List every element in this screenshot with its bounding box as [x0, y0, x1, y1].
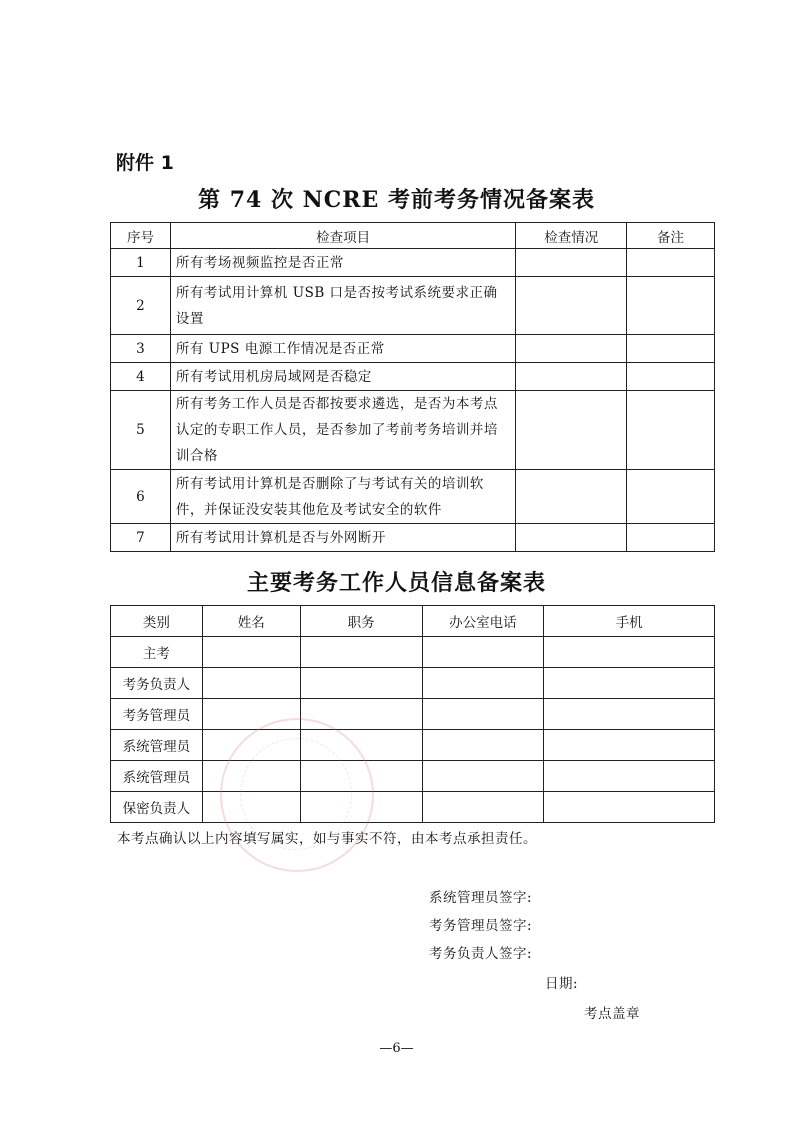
- table-row: [111, 277, 715, 335]
- table-row: [111, 637, 715, 668]
- header-remark: 备注: [627, 223, 715, 249]
- staff-form-title: 主要考务工作人员信息备案表: [246, 570, 546, 596]
- date-label: 日期:: [545, 976, 579, 992]
- table-row: [111, 730, 715, 761]
- table-row: [111, 363, 715, 391]
- row-item: 所有考试用机房局域网是否稳定: [170, 363, 515, 391]
- office-phone-cell[interactable]: [422, 761, 544, 792]
- remark-cell[interactable]: [627, 363, 715, 391]
- header-category: 类别: [111, 606, 203, 637]
- mobile-cell[interactable]: [544, 761, 715, 792]
- table-row: [111, 249, 715, 277]
- staff-table: [110, 605, 715, 823]
- row-item: 所有考场视频监控是否正常: [170, 249, 515, 277]
- position-cell[interactable]: [300, 668, 422, 699]
- mobile-cell[interactable]: [544, 730, 715, 761]
- office-phone-cell[interactable]: [422, 668, 544, 699]
- office-phone-cell[interactable]: [422, 637, 544, 668]
- check-form-title: 第 74 次 NCRE 考前考务情况备案表: [198, 187, 595, 213]
- header-mobile: 手机: [544, 606, 715, 637]
- mobile-cell[interactable]: [544, 792, 715, 823]
- header-status: 检查情况: [516, 223, 627, 249]
- row-number: 7: [111, 524, 171, 552]
- staff-role: 系统管理员: [111, 730, 203, 761]
- exam-admin-signature-label: 考务管理员签字:: [429, 918, 533, 934]
- page-number: —6—: [379, 1041, 414, 1056]
- table-row: [111, 699, 715, 730]
- name-cell[interactable]: [202, 637, 300, 668]
- status-cell[interactable]: [516, 391, 627, 470]
- seal-label: 考点盖章: [584, 1006, 640, 1022]
- staff-role: 主考: [111, 637, 203, 668]
- remark-cell[interactable]: [627, 249, 715, 277]
- check-table-header: [111, 223, 715, 249]
- attachment-label: 附件 1: [116, 152, 174, 174]
- check-table: [110, 222, 715, 552]
- staff-table-header: [111, 606, 715, 637]
- status-cell[interactable]: [516, 470, 627, 524]
- row-number: 2: [111, 277, 171, 335]
- row-item: 所有考试用计算机 USB 口是否按考试系统要求正确设置: [170, 277, 515, 335]
- remark-cell[interactable]: [627, 335, 715, 363]
- name-cell[interactable]: [202, 668, 300, 699]
- table-row: [111, 792, 715, 823]
- row-number: 1: [111, 249, 171, 277]
- remark-cell[interactable]: [627, 277, 715, 335]
- remark-cell[interactable]: [627, 524, 715, 552]
- row-item: 所有 UPS 电源工作情况是否正常: [170, 335, 515, 363]
- office-phone-cell[interactable]: [422, 699, 544, 730]
- header-position: 职务: [300, 606, 422, 637]
- table-row: [111, 668, 715, 699]
- header-name: 姓名: [202, 606, 300, 637]
- staff-role: 保密负责人: [111, 792, 203, 823]
- remark-cell[interactable]: [627, 470, 715, 524]
- table-row: [111, 391, 715, 470]
- status-cell[interactable]: [516, 363, 627, 391]
- status-cell[interactable]: [516, 524, 627, 552]
- status-cell[interactable]: [516, 277, 627, 335]
- status-cell[interactable]: [516, 249, 627, 277]
- header-item: 检查项目: [170, 223, 515, 249]
- row-item: 所有考试用计算机是否删除了与考试有关的培训软件，并保证没安装其他危及考试安全的软件: [170, 470, 515, 524]
- mobile-cell[interactable]: [544, 699, 715, 730]
- mobile-cell[interactable]: [544, 637, 715, 668]
- row-item: 所有考试用计算机是否与外网断开: [170, 524, 515, 552]
- row-number: 6: [111, 470, 171, 524]
- row-number: 3: [111, 335, 171, 363]
- exam-head-signature-label: 考务负责人签字:: [429, 946, 533, 962]
- staff-role: 考务负责人: [111, 668, 203, 699]
- status-cell[interactable]: [516, 335, 627, 363]
- staff-role: 考务管理员: [111, 699, 203, 730]
- position-cell[interactable]: [300, 637, 422, 668]
- table-row: [111, 470, 715, 524]
- table-row: [111, 761, 715, 792]
- row-number: 5: [111, 391, 171, 470]
- table-row: [111, 524, 715, 552]
- office-phone-cell[interactable]: [422, 730, 544, 761]
- header-no: 序号: [111, 223, 171, 249]
- header-office-phone: 办公室电话: [422, 606, 544, 637]
- confirmation-note: 本考点确认以上内容填写属实，如与事实不符，由本考点承担责任。: [117, 831, 537, 847]
- staff-role: 系统管理员: [111, 761, 203, 792]
- row-number: 4: [111, 363, 171, 391]
- sys-admin-signature-label: 系统管理员签字:: [429, 890, 533, 906]
- mobile-cell[interactable]: [544, 668, 715, 699]
- remark-cell[interactable]: [627, 391, 715, 470]
- row-item: 所有考务工作人员是否都按要求遴选，是否为本考点认定的专职工作人员，是否参加了考前考务培训并培训合格: [170, 391, 515, 470]
- table-row: [111, 335, 715, 363]
- office-phone-cell[interactable]: [422, 792, 544, 823]
